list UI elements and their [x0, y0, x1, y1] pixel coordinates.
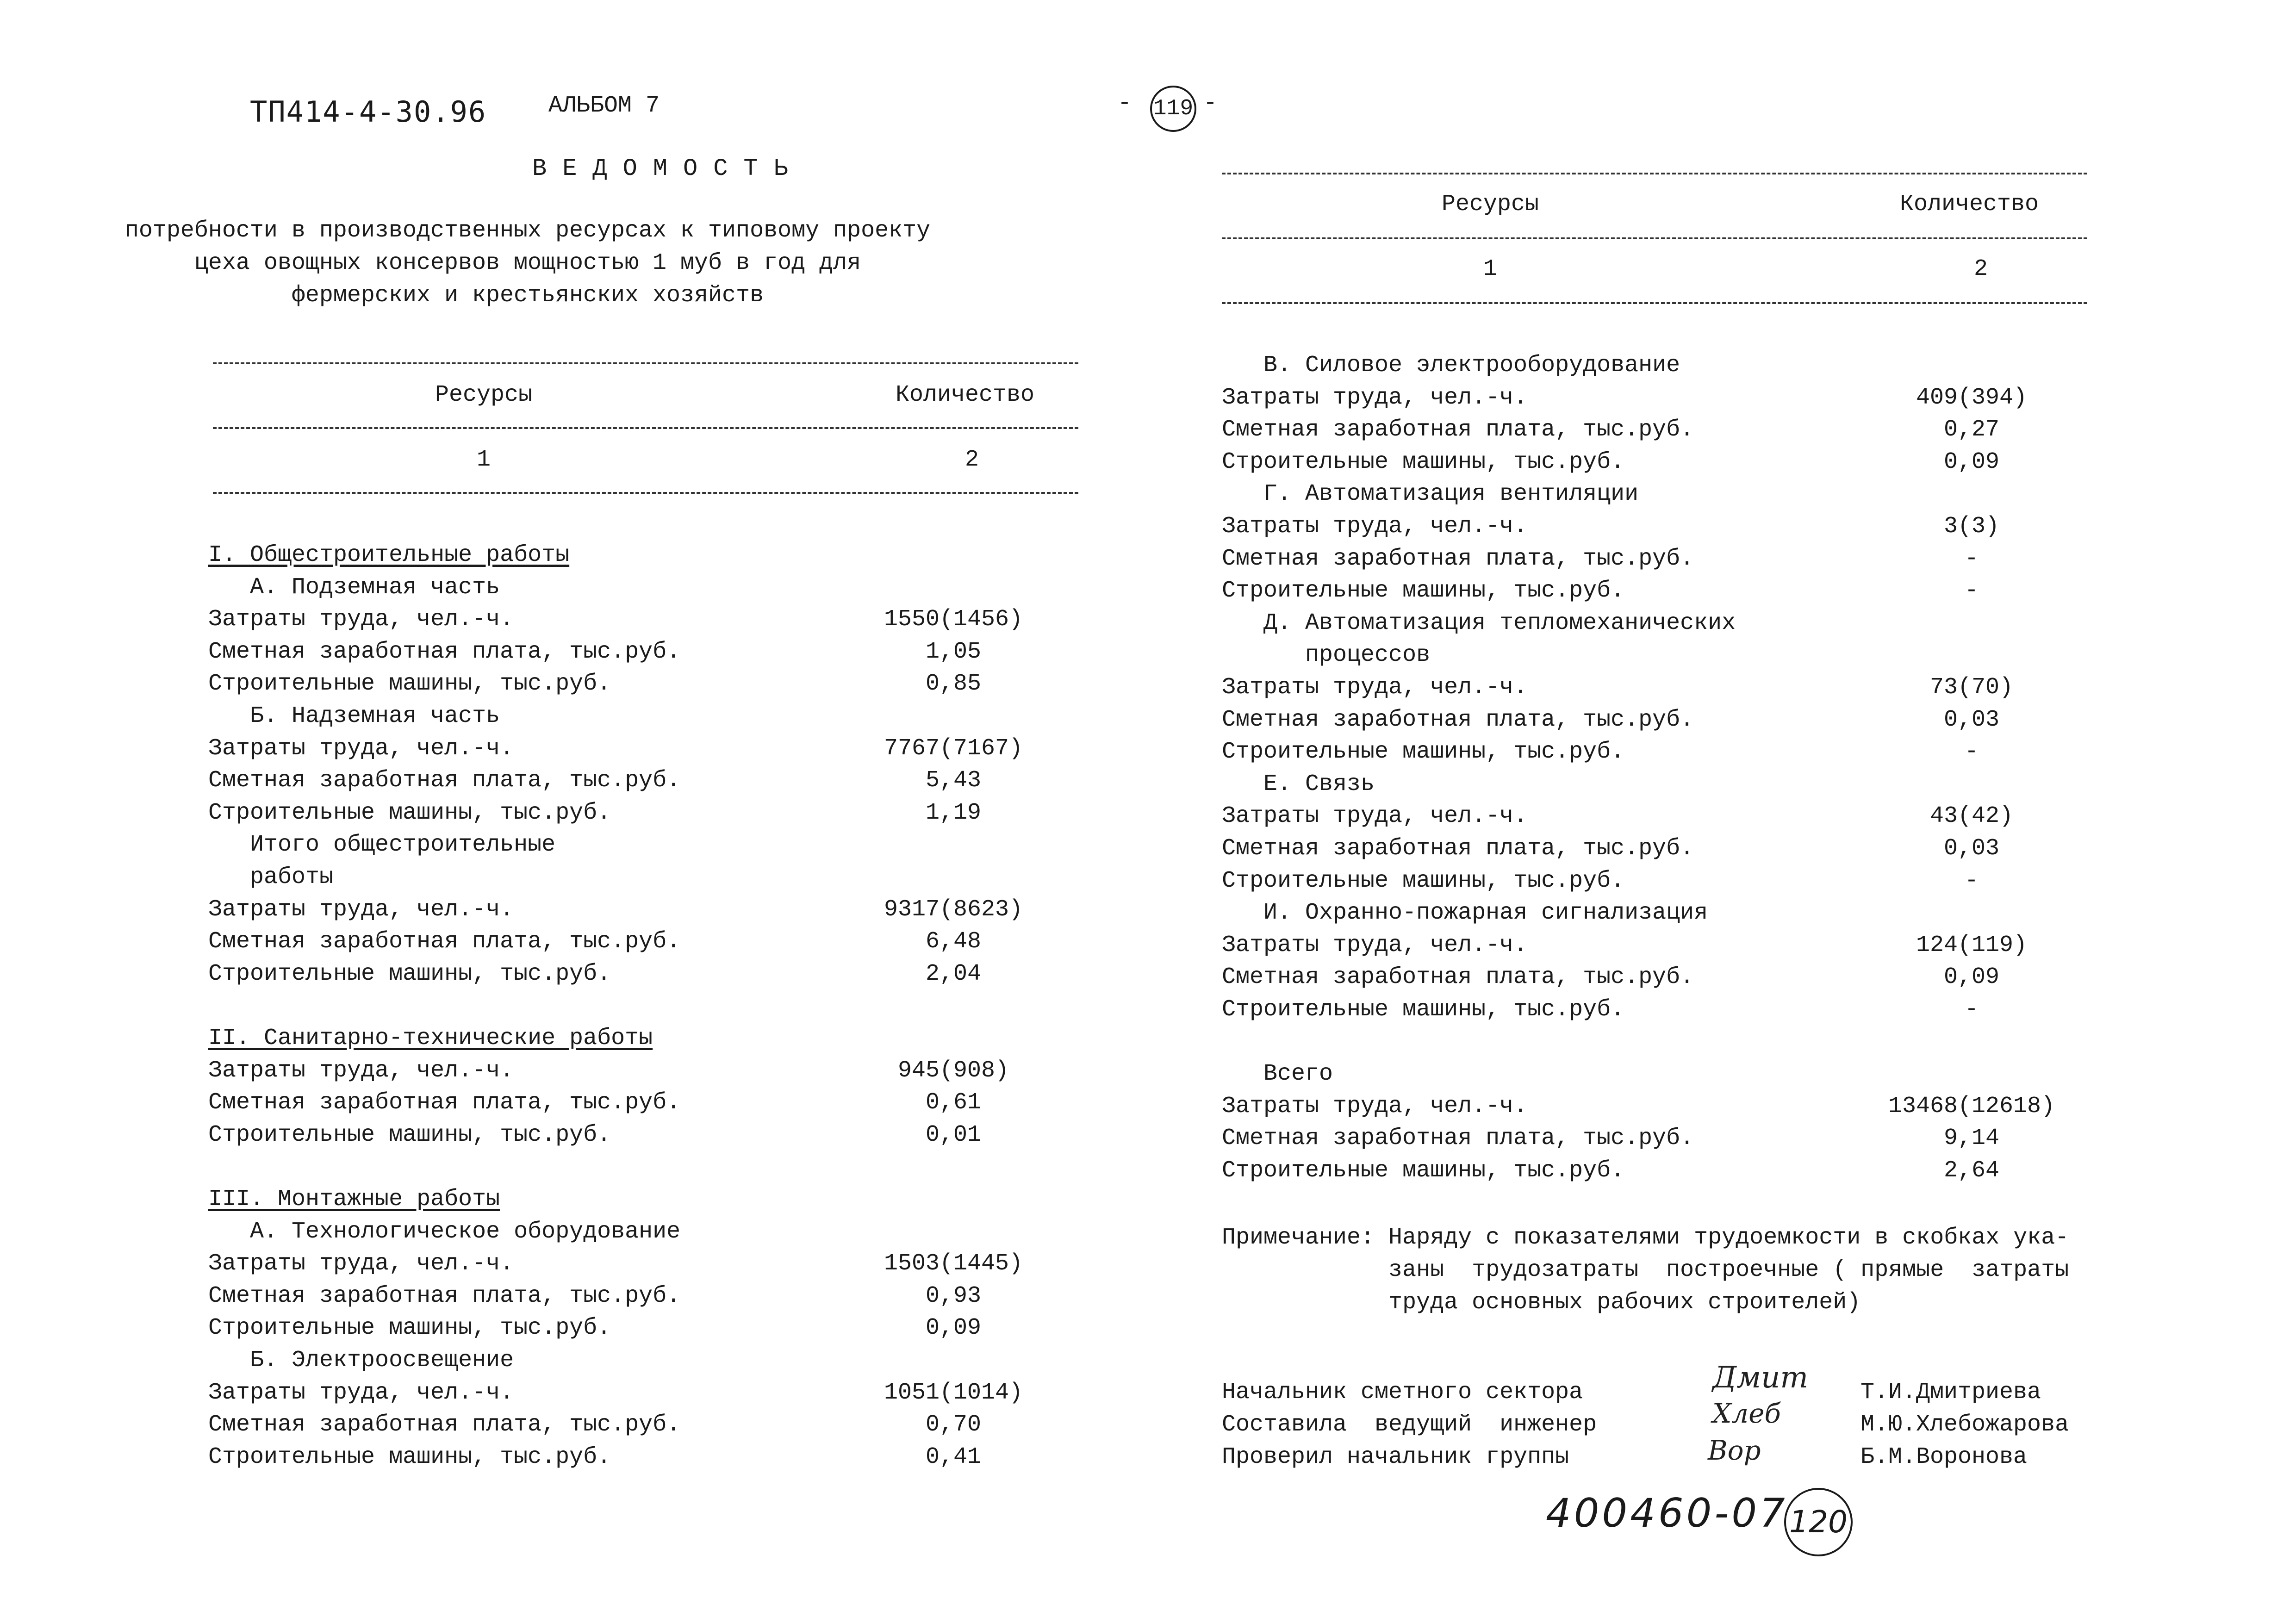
project-code: ТП414-4-30.96	[250, 95, 487, 129]
subsection-title: Е. Связь	[1222, 771, 1375, 797]
table-row	[1222, 543, 2060, 575]
subsection-title: Б. Электроосвещение	[208, 1347, 514, 1374]
resource-quantity: -	[1964, 545, 1979, 572]
table-row	[1222, 897, 2060, 929]
blank-row	[1222, 1026, 2060, 1058]
resource-quantity: 0,03	[1943, 706, 2000, 733]
table-row	[1222, 639, 2060, 672]
note-line-2: заны трудозатраты построечные ( прямые затраты	[1222, 1257, 2069, 1283]
resource-name: Затраты труда, чел.-ч.	[208, 1057, 514, 1084]
right-rule-top	[1222, 173, 2087, 174]
note-line-3: труда основных рабочих строителей)	[1222, 1289, 1861, 1316]
signature-role-2: Составила ведущий инженер	[1222, 1412, 1597, 1438]
left-col-quantity-header: Количество	[896, 382, 1035, 408]
resource-name: Сметная заработная плата, тыс.руб.	[1222, 417, 1694, 443]
left-rule-top	[213, 362, 1078, 364]
resource-name: Строительные машины, тыс.руб.	[1222, 867, 1625, 894]
resource-name: Сметная заработная плата, тыс.руб.	[208, 1282, 681, 1309]
resource-quantity: 945(908)	[897, 1057, 1009, 1084]
blank-row	[208, 1151, 1037, 1183]
table-row	[208, 926, 1037, 958]
section-title: II. Санитарно-технические работы	[208, 1025, 653, 1051]
resource-name: Сметная заработная плата, тыс.руб.	[1222, 1125, 1694, 1152]
table-row	[1222, 1058, 2060, 1090]
resource-name: Затраты труда, чел.-ч.	[1222, 674, 1528, 701]
table-row	[208, 636, 1037, 668]
resource-quantity: 0,09	[1943, 964, 2000, 991]
subsection-title: Всего	[1222, 1061, 1333, 1088]
table-row	[208, 1441, 1037, 1474]
table-row	[1222, 704, 2060, 736]
table-row	[208, 1022, 1037, 1055]
resource-name: Затраты труда, чел.-ч.	[208, 1379, 514, 1406]
right-rule-bottom	[1222, 302, 2087, 304]
table-row	[208, 1216, 1037, 1248]
resource-quantity: 409(394)	[1916, 384, 2028, 411]
subsection-title: Итого общестроительные	[208, 832, 556, 858]
right-col-quantity-header: Количество	[1900, 191, 2039, 218]
table-row	[208, 797, 1037, 829]
resource-quantity: -	[1964, 996, 1979, 1023]
resource-name: Затраты труда, чел.-ч.	[1222, 513, 1528, 540]
table-row	[1222, 994, 2060, 1026]
right-col-num-2: 2	[1974, 256, 1988, 282]
resource-quantity: 13468(12618)	[1888, 1093, 2055, 1119]
resource-name: Сметная заработная плата, тыс.руб.	[1222, 835, 1694, 862]
table-row	[208, 1055, 1037, 1087]
table-row	[208, 572, 1037, 604]
table-row	[208, 1409, 1037, 1441]
resource-name: Строительные машины, тыс.руб.	[208, 1443, 611, 1470]
resource-quantity: 1550(1456)	[884, 606, 1023, 633]
table-row	[1222, 446, 2060, 479]
resource-name: Строительные машины, тыс.руб.	[1222, 578, 1625, 604]
signature-2: Хлеб	[1712, 1398, 1781, 1429]
subsection-title: Б. Надземная часть	[208, 703, 500, 729]
resource-quantity: 1503(1445)	[884, 1250, 1023, 1277]
resource-name: Затраты труда, чел.-ч.	[208, 1250, 514, 1277]
resource-quantity: 0,41	[925, 1443, 982, 1470]
resource-quantity: 6,48	[925, 928, 982, 955]
table-row	[208, 1280, 1037, 1312]
left-col-num-2: 2	[965, 447, 979, 473]
resource-name: Сметная заработная плата, тыс.руб.	[1222, 706, 1694, 733]
resource-quantity: 0,09	[1943, 448, 2000, 475]
signature-role-3: Проверил начальник группы	[1222, 1444, 1569, 1470]
resource-name: Затраты труда, чел.-ч.	[208, 896, 514, 923]
resource-quantity: 0,70	[925, 1412, 982, 1438]
table-row	[1222, 929, 2060, 962]
resource-quantity: 9317(8623)	[884, 896, 1023, 923]
subsection-title: работы	[208, 864, 334, 890]
resource-name: Строительные машины, тыс.руб.	[208, 1315, 611, 1342]
resource-quantity: 1,05	[925, 638, 982, 665]
table-row	[208, 829, 1037, 861]
table-row	[1222, 865, 2060, 897]
subtitle-line-3: фермерских и крестьянских хозяйств	[291, 282, 764, 309]
table-row	[208, 1312, 1037, 1344]
page-dash-left: -	[1118, 90, 1132, 117]
subsection-title: А. Подземная часть	[208, 574, 500, 601]
signature-role-1: Начальник сметного сектора	[1222, 1379, 1583, 1405]
table-row	[208, 894, 1037, 926]
resource-quantity: 0,93	[925, 1282, 982, 1309]
resource-name: Затраты труда, чел.-ч.	[208, 606, 514, 633]
subsection-title: А. Технологическое оборудование	[208, 1218, 681, 1245]
resource-quantity: 7767(7167)	[884, 735, 1023, 762]
table-row	[208, 958, 1037, 990]
resource-quantity: 0,61	[925, 1089, 982, 1116]
document-title: ВЕДОМОСТЬ	[532, 155, 804, 182]
signature-name-1: Т.И.Дмитриева	[1860, 1379, 2041, 1405]
table-row	[208, 1344, 1037, 1377]
right-col-resources-header: Ресурсы	[1442, 191, 1539, 218]
resource-name: Сметная заработная плата, тыс.руб.	[208, 638, 681, 665]
table-row	[208, 1183, 1037, 1216]
table-row	[208, 1377, 1037, 1409]
resource-name: Сметная заработная плата, тыс.руб.	[208, 767, 681, 794]
table-row	[1222, 672, 2060, 704]
table-row	[208, 861, 1037, 894]
page-dash-right: -	[1203, 90, 1218, 117]
right-col-num-1: 1	[1483, 256, 1498, 282]
resource-name: Строительные машины, тыс.руб.	[208, 1121, 611, 1148]
table-row	[208, 1248, 1037, 1280]
resource-quantity: -	[1964, 739, 1979, 765]
subsection-title: В. Силовое электрооборудование	[1222, 352, 1680, 379]
resource-quantity: -	[1964, 578, 1979, 604]
table-row	[1222, 1090, 2060, 1123]
resource-name: Строительные машины, тыс.руб.	[208, 671, 611, 697]
resource-quantity: 2,64	[1943, 1157, 2000, 1184]
table-row	[208, 1119, 1037, 1151]
resource-name: Строительные машины, тыс.руб.	[208, 799, 611, 826]
table-row	[1222, 382, 2060, 414]
table-row	[1222, 607, 2060, 640]
table-row	[1222, 414, 2060, 446]
resource-quantity: 73(70)	[1929, 674, 2014, 701]
table-row	[208, 700, 1037, 733]
document-number: 400460-07	[1546, 1490, 1788, 1536]
note-line-1: Примечание: Наряду с показателями трудоемкости в скобках ука-	[1222, 1225, 2069, 1251]
table-row	[208, 733, 1037, 765]
signature-name-2: М.Ю.Хлебожарова	[1860, 1412, 2069, 1438]
table-row	[1222, 961, 2060, 994]
resource-name: Затраты труда, чел.-ч.	[208, 735, 514, 762]
resource-name: Затраты труда, чел.-ч.	[1222, 1093, 1528, 1119]
page-number: 119	[1153, 96, 1194, 121]
table-row	[208, 668, 1037, 700]
table-row	[1222, 478, 2060, 510]
resource-quantity: 1,19	[925, 799, 982, 826]
resource-name: Строительные машины, тыс.руб.	[1222, 996, 1625, 1023]
left-col-resources-header: Ресурсы	[435, 382, 533, 408]
table-row	[208, 539, 1037, 572]
resource-quantity: 2,04	[925, 960, 982, 987]
album-label: АЛЬБОМ 7	[548, 93, 660, 119]
resource-quantity: 0,03	[1943, 835, 2000, 862]
resource-name: Строительные машины, тыс.руб.	[1222, 448, 1625, 475]
page-number-circle	[1150, 86, 1196, 132]
resource-quantity: 0,09	[925, 1315, 982, 1342]
resource-quantity: 124(119)	[1916, 932, 2028, 958]
section-title: I. Общестроительные работы	[208, 542, 570, 568]
resource-name: Сметная заработная плата, тыс.руб.	[208, 928, 681, 955]
subsection-title: Д. Автоматизация тепломеханических	[1222, 609, 1736, 636]
table-row	[1222, 768, 2060, 801]
resource-quantity: 0,01	[925, 1121, 982, 1148]
signature-1: Дмит	[1712, 1361, 1808, 1395]
resource-name: Сметная заработная плата, тыс.руб.	[208, 1089, 681, 1116]
resource-name: Строительные машины, тыс.руб.	[1222, 739, 1625, 765]
table-row	[1222, 349, 2060, 382]
resource-name: Строительные машины, тыс.руб.	[1222, 1157, 1625, 1184]
table-row	[1222, 833, 2060, 865]
table-row	[1222, 510, 2060, 543]
resource-name: Затраты труда, чел.-ч.	[1222, 803, 1528, 830]
left-rule-mid	[213, 427, 1078, 429]
resource-quantity: 1051(1014)	[884, 1379, 1023, 1406]
subtitle-line-1: потребности в производственных ресурсах к типовому проекту	[124, 218, 931, 244]
table-row	[1222, 736, 2060, 768]
signature-name-3: Б.М.Воронова	[1860, 1444, 2028, 1470]
table-row	[208, 603, 1037, 636]
resource-quantity: 0,85	[925, 671, 982, 697]
resource-name: Затраты труда, чел.-ч.	[1222, 932, 1528, 958]
subtitle-line-2: цеха овощных консервов мощностью 1 муб в год для	[194, 250, 861, 276]
section-title: III. Монтажные работы	[208, 1186, 500, 1213]
subsection-title: И. Охранно-пожарная сигнализация	[1222, 900, 1708, 927]
sheet-number-circle	[1784, 1488, 1853, 1556]
table-row	[208, 1087, 1037, 1119]
subsection-title: Г. Автоматизация вентиляции	[1222, 481, 1639, 508]
right-rule-mid	[1222, 237, 2087, 239]
subsection-title: процессов	[1222, 642, 1431, 669]
left-col-num-1: 1	[477, 447, 491, 473]
resource-name: Строительные машины, тыс.руб.	[208, 960, 611, 987]
resource-name: Затраты труда, чел.-ч.	[1222, 384, 1528, 411]
signature-3: Вор	[1708, 1435, 1761, 1466]
resource-quantity: -	[1964, 867, 1979, 894]
resource-name: Сметная заработная плата, тыс.руб.	[208, 1412, 681, 1438]
resource-name: Сметная заработная плата, тыс.руб.	[1222, 545, 1694, 572]
sheet-number: 120	[1789, 1504, 1848, 1540]
resource-quantity: 43(42)	[1929, 803, 2014, 830]
resource-quantity: 0,27	[1943, 417, 2000, 443]
blank-row	[208, 990, 1037, 1022]
left-rule-bottom	[213, 492, 1078, 494]
resource-quantity: 3(3)	[1943, 513, 2000, 540]
table-row	[1222, 1155, 2060, 1187]
table-row	[1222, 800, 2060, 833]
resource-quantity: 5,43	[925, 767, 982, 794]
resource-quantity: 9,14	[1943, 1125, 2000, 1152]
resource-name: Сметная заработная плата, тыс.руб.	[1222, 964, 1694, 991]
table-row	[1222, 575, 2060, 607]
table-row	[208, 765, 1037, 797]
table-row	[1222, 1122, 2060, 1155]
